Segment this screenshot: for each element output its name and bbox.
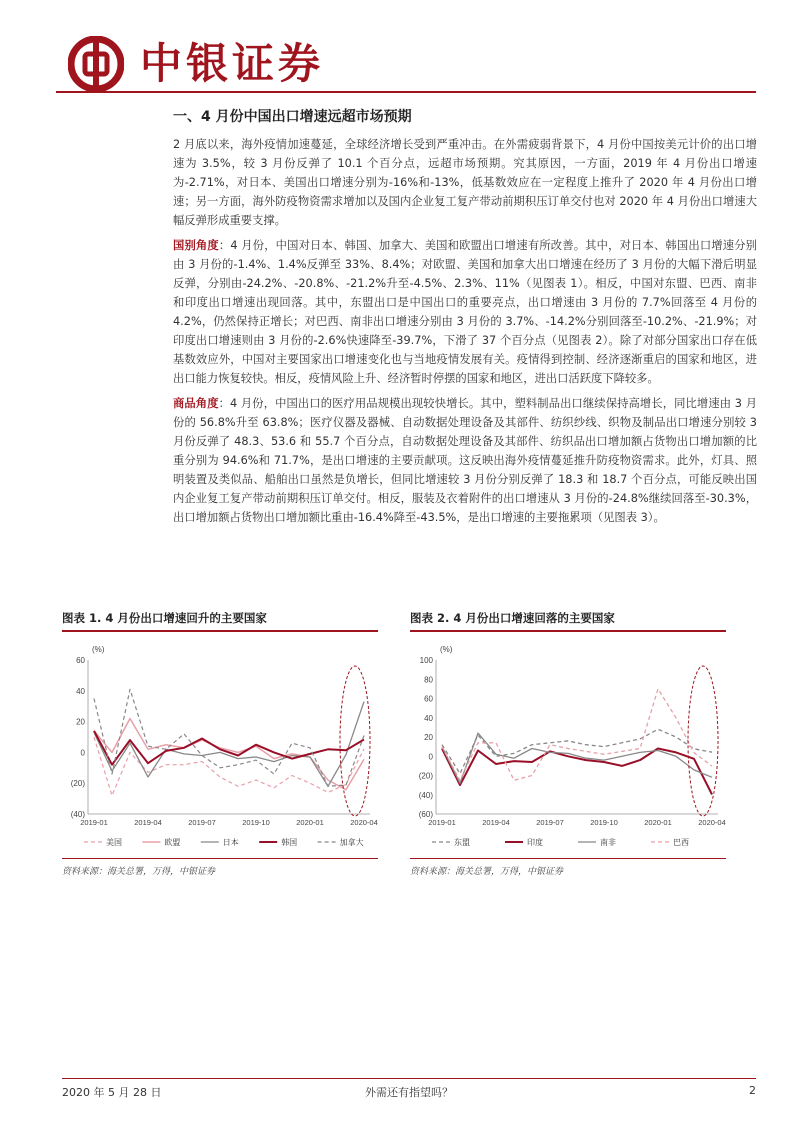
- x-tick-label: 2019-10: [590, 818, 618, 827]
- figure-2: [410, 610, 726, 877]
- paragraph-text: ：4 月份，中国对日本、韩国、加拿大、美国和欧盟出口增速有所改善。其中，对日本、韩国出口增速分别由 3 月份的-1.4%、1.4%反弹至 33%、8.4%；对欧盟、美国和加拿大出口增速在经历了 3 月份的大幅下滑后明显反弹，分别由-24.2%、-20.8%、-21.2%升至-4.5%、2.3%、11%（见图表 1）。相反，中国对东盟、巴西、南非和印度出口增速出现回落。其中，东盟出口是中国出口的重要亮点，出口增速由 3 月份的 7.7%回落至 4 月份的 4.2%，仍然保持正增长；对巴西、南非出口增速分别由 3 月份的 3.7%、-14.2%分别回落至-10.2%、-21.9%；对印度出口增速则由 3 月份的-2.6%快速降至-39.7%，下滑了 37 个百分点（见图表 2）。除了对部分国家出口存在低基数效应外，中国对主要国家出口增速变化也与当地疫情发展有关。疫情得到控制、经济逐渐重启的国家和地区，进出口能力恢复较快。相反，疫情风险上升、经济暂时停摆的国家和地区，进出口活跃度下降较多。: [173, 239, 757, 385]
- page-number: 2: [749, 1084, 756, 1097]
- figure-title: 图表 1. 4 月份出口增速回升的主要国家: [62, 610, 378, 632]
- page-header: [56, 30, 756, 100]
- legend-label: 加拿大: [339, 838, 364, 847]
- series-line: [94, 731, 364, 765]
- paragraph-overview: [173, 135, 757, 230]
- x-tick-label: 2020-01: [644, 818, 672, 827]
- y-tick-label: 80: [424, 675, 433, 685]
- y-unit-label: (%): [92, 645, 105, 654]
- y-tick-label: (20): [70, 779, 85, 789]
- legend-label: 韩国: [281, 838, 298, 847]
- page-footer: [62, 1084, 756, 1102]
- paragraph-lead: 国别角度: [173, 239, 219, 252]
- paragraph-commodity: [173, 394, 757, 527]
- legend-label: 欧盟: [164, 838, 181, 847]
- paragraph-text: 2 月底以来，海外疫情加速蔓延，全球经济增长受到严重冲击。在外需疲弱背景下，4 月份中国按美元计价的出口增速为 3.5%，较 3 月份反弹了 10.1 个百分点，远超市场预期。究其原因，一方面，2019 年 4 月份出口增速为-2.71%，对日本、美国出口增速分别为-16%和-13%，低基数效应在一定程度上推升了 2020 年 4 月份出口增速；另一方面，海外防疫物资需求增加以及国内企业复工复产带动前期积压订单交付也对 2020 年 4 月份出口增速大幅反弹形成重要支撑。: [173, 138, 757, 227]
- y-tick-label: 0: [428, 752, 433, 762]
- legend-label: 东盟: [454, 838, 470, 847]
- legend-label: 印度: [527, 838, 543, 847]
- y-tick-label: 60: [76, 656, 85, 665]
- figure-title: 图表 2. 4 月份出口增速回落的主要国家: [410, 610, 726, 632]
- legend-label: 南非: [600, 838, 616, 847]
- chart-1: [62, 636, 378, 856]
- highlight-ellipse: [340, 666, 370, 816]
- paragraph-country: [173, 236, 757, 388]
- x-tick-label: 2019-01: [428, 818, 456, 827]
- highlight-ellipse: [688, 666, 718, 816]
- y-tick-label: 60: [424, 694, 433, 704]
- paragraph-lead: 商品角度: [173, 397, 219, 410]
- y-tick-label: (20): [418, 771, 433, 781]
- y-tick-label: (40): [70, 810, 85, 819]
- brand-name: 中银证券: [140, 39, 325, 88]
- x-tick-label: 2020-04: [698, 818, 726, 827]
- figure-rule: [410, 858, 726, 859]
- y-tick-label: 40: [76, 686, 85, 696]
- x-tick-label: 2020-01: [296, 818, 324, 827]
- series-line: [442, 689, 712, 780]
- x-tick-label: 2019-04: [482, 818, 510, 827]
- main-content: [173, 103, 757, 533]
- header-rule: [56, 91, 756, 93]
- series-line: [94, 689, 364, 786]
- bank-of-china-logo-icon: [68, 36, 124, 92]
- footer-rule: [62, 1078, 756, 1079]
- y-tick-label: 0: [80, 748, 85, 758]
- figure-source: 资料来源：海关总署，万得，中银证券: [62, 867, 216, 877]
- legend-label: 日本: [222, 838, 239, 847]
- y-unit-label: (%): [440, 645, 453, 654]
- y-tick-label: 20: [424, 733, 433, 742]
- y-tick-label: 100: [419, 656, 433, 665]
- figure-source: 资料来源：海关总署，万得，中银证券: [410, 867, 564, 877]
- chart-2: [410, 636, 726, 856]
- x-tick-label: 2019-07: [536, 818, 564, 827]
- x-tick-label: 2019-10: [242, 818, 270, 827]
- y-tick-label: (40): [418, 790, 433, 800]
- legend-label: 巴西: [673, 838, 689, 847]
- section-title: 一、4 月份中国出口增速远超市场预期: [173, 109, 412, 125]
- figure-rule: [62, 858, 378, 859]
- y-tick-label: 40: [424, 713, 433, 723]
- y-tick-label: 20: [76, 717, 85, 727]
- x-tick-label: 2020-04: [350, 818, 378, 827]
- y-tick-label: (60): [418, 810, 433, 819]
- legend-label: 美国: [106, 838, 122, 847]
- paragraph-text: ：4 月份，中国出口的医疗用品规模出现较快增长。其中，塑料制品出口继续保持高增长，同比增速由 3 月份的 56.8%升至 63.8%；医疗仪器及器械、自动数据处理设备及其部件、纺织纱线、织物及制品出口增速分别较 3 月份反弹了 48.3、53.6 和 55.7 个百分点，自动数据处理设备及其部件、纺织品出口增加额占货物出口增加额的比重分别为 94.6%和 71.7%，是出口增速的主要贡献项。这反映出海外疫情蔓延推升防疫物资需求。此外，灯具、照明装置及类似品、船舶出口虽然是负增长，但同比增速较 3 月份分别反弹了 18.3 和 18.7 个百分点，可能反映出国内企业复工复产带动前期积压订单交付。相反，服装及衣着附件的出口增速从 3 月份的-24.8%继续回落至-30.3%，出口增加额占货物出口增加额比重由-16.4%降至-43.5%，是出口增速的主要拖累项（见图表 3）。: [173, 397, 757, 524]
- x-tick-label: 2019-01: [80, 818, 108, 827]
- footer-date: 2020 年 5 月 28 日: [62, 1086, 162, 1099]
- x-tick-label: 2019-07: [188, 818, 216, 827]
- figure-1: [62, 610, 378, 877]
- x-tick-label: 2019-04: [134, 818, 162, 827]
- footer-title: 外需还有指望吗？: [365, 1086, 453, 1099]
